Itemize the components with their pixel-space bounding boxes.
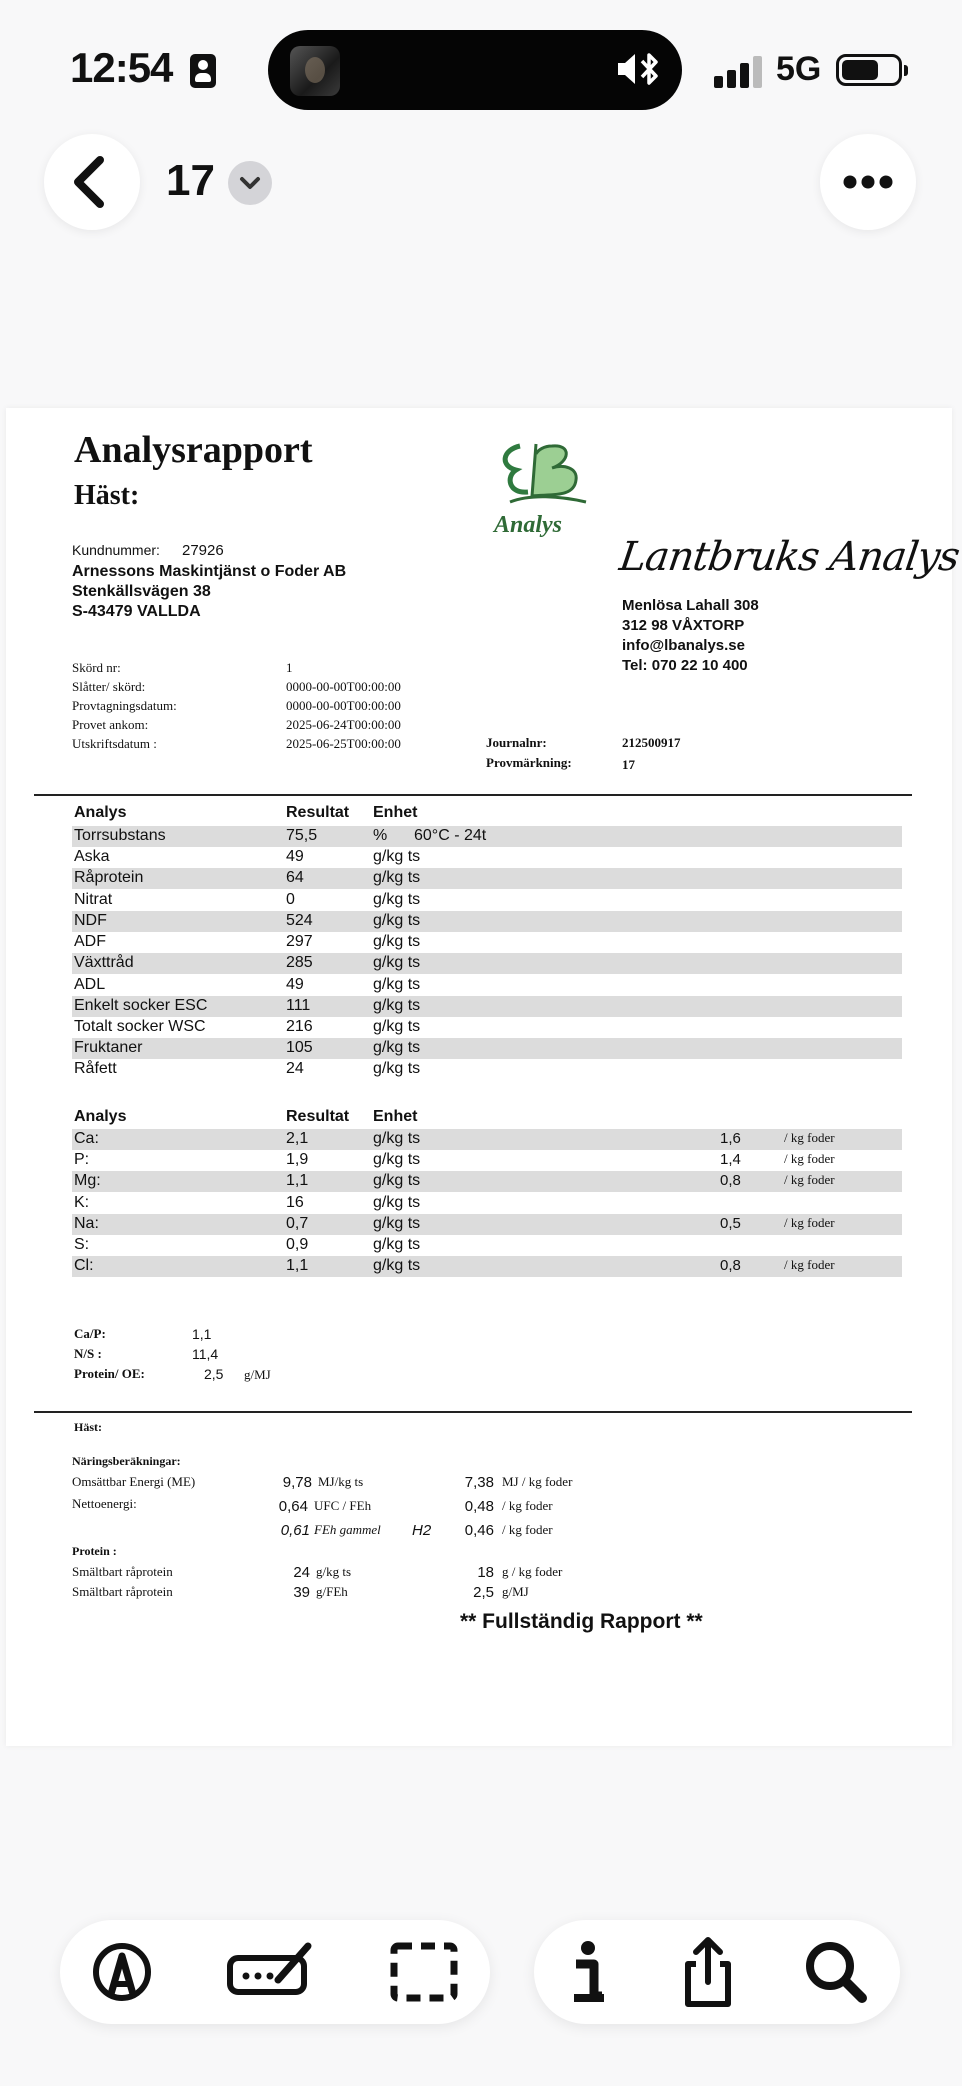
mineral-name: S: [74,1236,90,1253]
analysis-result: 49 [286,976,304,993]
feh-feed-unit: / kg foder [502,1522,553,1537]
table-row [72,1171,902,1192]
network-type: 5G [776,50,822,88]
table-header-analysis: Analys [74,804,127,821]
mineral-name: K: [74,1194,90,1211]
dp-feed-unit: g/MJ [502,1584,529,1599]
meta-value: 2025-06-24T00:00:00 [286,717,401,732]
status-time: 12:54 [70,44,173,91]
battery-icon [836,54,902,86]
marking-value: 17 [622,757,635,772]
per-feed-unit: / kg foder [784,1215,835,1230]
analysis-unit: g/kg ts [373,933,421,950]
analysis-unit: g/kg ts [373,891,421,908]
per-feed-unit: / kg foder [784,1151,835,1166]
table-row [72,1059,902,1080]
divider [34,794,912,796]
customer-city: S-43479 VALLDA [72,603,201,620]
ratio-label: Protein/ OE: [74,1366,145,1381]
analysis-name: ADF [74,933,106,950]
meta-value: 2025-06-25T00:00:00 [286,736,401,751]
mineral-unit: g/kg ts [373,1172,421,1189]
dp-value: 24 [293,1564,310,1581]
table-row [72,975,902,996]
lb-monogram-icon [490,436,600,516]
lab-brand-name: Lantbruks Analys [616,534,962,580]
chevron-left-icon [44,134,140,230]
ratio-value: 1,1 [192,1326,212,1342]
analysis-name: Råprotein [74,869,144,886]
lab-address-line: 312 98 VÅXTORP [622,617,745,634]
ne-label: Nettoenergi: [72,1496,137,1511]
feh-value: 0,61 [280,1522,310,1539]
silent-bluetooth-icon [614,46,664,92]
ratio-value: 2,5 [204,1366,224,1382]
mineral-result: 0,7 [286,1215,309,1232]
table-row [72,826,902,847]
now-playing-thumbnail[interactable] [290,46,340,96]
dp-feed-value: 18 [477,1564,494,1581]
analysis-result: 216 [286,1018,313,1035]
report-title: Analysrapport [74,429,313,471]
table-header-unit: Enhet [373,804,418,821]
table-header-unit: Enhet [373,1108,418,1125]
mineral-unit: g/kg ts [373,1194,421,1211]
table-row [72,996,902,1017]
customer-address [72,562,346,622]
analysis-result: 285 [286,954,313,971]
dp-value: 39 [293,1584,310,1601]
share-icon[interactable] [668,1932,748,2012]
customer-name: Arnessons Maskintjänst o Foder AB [72,563,347,580]
markup-icon[interactable] [82,1932,162,2012]
table-header-analysis: Analys [74,1108,127,1125]
cellular-signal-icon [714,56,764,88]
mineral-name: Na: [74,1215,99,1232]
full-report-note: ** Fullständig Rapport ** [460,1610,703,1633]
analysis-unit: g/kg ts [373,869,421,886]
analysis-name: Torrsubstans [74,827,166,844]
mineral-name: Mg: [74,1172,101,1189]
ratio-value: 11,4 [192,1346,219,1362]
contact-card-icon [190,54,216,88]
table-row [72,847,902,868]
analysis-unit: g/kg ts [373,954,421,971]
table-row [72,932,902,953]
customer-street: Stenkällsvägen 38 [72,583,211,600]
lab-address [622,596,759,676]
report-subtitle: Häst: [74,480,140,511]
analysis-unit: g/kg ts [373,1060,421,1077]
ne-feed-value: 0,48 [464,1498,494,1515]
selection-icon[interactable] [384,1932,464,2012]
nutrition-heading: Näringsberäkningar: [72,1454,181,1468]
table-row [72,953,902,974]
meta-label: Slåtter/ skörd: [72,679,146,694]
mineral-name: P: [74,1151,90,1168]
analysis-unit: g/kg ts [373,912,421,929]
table-header-result: Resultat [286,804,350,821]
analysis-result: 75,5 [286,827,318,844]
analysis-name: NDF [74,912,107,929]
analysis-unit: g/kg ts [373,976,421,993]
analysis-result: 105 [286,1039,313,1056]
analysis-name: Aska [74,848,110,865]
analysis-name: Fruktaner [74,1039,143,1056]
meta-label: Utskriftsdatum : [72,736,157,751]
divider [34,1411,912,1413]
dp-unit: g/kg ts [316,1564,352,1579]
lab-address-line: Menlösa Lahall 308 [622,597,759,614]
marking-label: Provmärkning: [486,755,572,770]
customer-number: 27926 [182,542,224,559]
me-label: Omsättbar Energi (ME) [72,1474,196,1489]
dp-feed-unit: g / kg foder [502,1564,563,1579]
meta-value: 0000-00-00T00:00:00 [286,679,401,694]
meta-label: Provet ankom: [72,717,149,732]
mineral-name: Ca: [74,1130,99,1147]
horse-label: Häst: [74,1420,102,1434]
mineral-name: Cl: [74,1257,94,1274]
more-button[interactable] [820,134,916,230]
analysis-unit: g/kg ts [373,1018,421,1035]
analysis-result: 24 [286,1060,304,1077]
mineral-unit: g/kg ts [373,1130,421,1147]
dp-label: Smältbart råprotein [72,1564,173,1579]
chevron-down-icon [228,161,272,205]
table-row [72,1214,902,1235]
per-feed-value: 1,4 [720,1151,741,1168]
analysis-unit: % [373,827,388,844]
feh-unit: FEh gammel [314,1522,381,1537]
me-feed-value: 7,38 [464,1474,494,1491]
signature-icon[interactable] [226,1932,318,2012]
analysis-name: Växttråd [74,954,134,971]
ratio-unit: g/MJ [244,1367,271,1382]
mineral-result: 1,9 [286,1151,309,1168]
ne-value: 0,64 [278,1498,308,1515]
analysis-unit: g/kg ts [373,1039,421,1056]
feh-feed-value: 0,46 [464,1522,494,1539]
analysis-unit: g/kg ts [373,848,421,865]
meta-value: 0000-00-00T00:00:00 [286,698,401,713]
table-row [72,1017,902,1038]
per-feed-value: 0,5 [720,1215,741,1232]
table-row [72,1193,902,1214]
analysis-name: Nitrat [74,891,113,908]
analysis-result: 297 [286,933,313,950]
per-feed-value: 0,8 [720,1172,741,1189]
analysis-name: ADL [74,976,106,993]
customer-number-label: Kundnummer: [72,542,160,558]
page-menu-button[interactable] [228,161,272,205]
per-feed-value: 0,8 [720,1257,741,1274]
table-row [72,1038,902,1059]
per-feed-unit: / kg foder [784,1257,835,1272]
mineral-unit: g/kg ts [373,1151,421,1168]
ne-feed-unit: / kg foder [502,1498,553,1513]
search-icon[interactable] [796,1932,876,2012]
analysis-result: 49 [286,848,304,865]
mineral-result: 1,1 [286,1257,309,1274]
journal-number: 212500917 [622,735,681,750]
mineral-unit: g/kg ts [373,1215,421,1232]
mineral-result: 0,9 [286,1236,309,1253]
lb-analys-logo [490,436,600,544]
page-title[interactable]: 17 [166,156,215,205]
table-header-result: Resultat [286,1108,350,1125]
per-feed-unit: / kg foder [784,1130,835,1145]
meta-label: Skörd nr: [72,660,121,675]
me-value: 9,78 [282,1474,312,1491]
analysis-unit: g/kg ts [373,997,421,1014]
journal-label: Journalnr: [486,735,547,750]
meta-label: Provtagningsdatum: [72,698,177,713]
ratio-label: Ca/P: [74,1326,106,1341]
table-row [72,868,902,889]
analysis-result: 111 [286,997,311,1014]
analysis-name: Totalt socker WSC [74,1018,206,1035]
analysis-result: 524 [286,912,313,929]
table-row [72,1256,902,1277]
lab-email: info@lbanalys.se [622,637,745,654]
mineral-result: 16 [286,1194,304,1211]
me-feed-unit: MJ / kg foder [502,1474,573,1489]
ne-unit: UFC / FEh [314,1498,372,1513]
table-row [72,1129,902,1150]
logo-text: Analys [494,512,563,538]
table-row [72,1235,902,1256]
mineral-result: 1,1 [286,1172,309,1189]
dp-feed-value: 2,5 [473,1584,494,1601]
table-row [72,890,902,911]
analysis-name: Råfett [74,1060,117,1077]
mineral-unit: g/kg ts [373,1257,421,1274]
ellipsis-icon [820,134,916,230]
dp-label: Smältbart råprotein [72,1584,173,1599]
ratio-label: N/S : [74,1346,102,1361]
me-unit: MJ/kg ts [318,1474,364,1489]
dp-unit: g/FEh [316,1584,348,1599]
analysis-result: 0 [286,891,295,908]
mineral-result: 2,1 [286,1130,309,1147]
table-row [72,911,902,932]
mineral-unit: g/kg ts [373,1236,421,1253]
per-feed-unit: / kg foder [784,1172,835,1187]
analysis-note: 60°C - 24t [414,827,487,844]
meta-value: 1 [286,660,293,675]
lab-phone: Tel: 070 22 10 400 [622,657,748,674]
info-icon[interactable] [548,1932,628,2012]
per-feed-value: 1,6 [720,1130,741,1147]
back-button[interactable] [44,134,140,230]
protein-heading: Protein : [72,1544,117,1558]
analysis-result: 64 [286,869,304,886]
table-row [72,1150,902,1171]
feh-tag: H2 [412,1522,432,1539]
analysis-name: Enkelt socker ESC [74,997,208,1014]
